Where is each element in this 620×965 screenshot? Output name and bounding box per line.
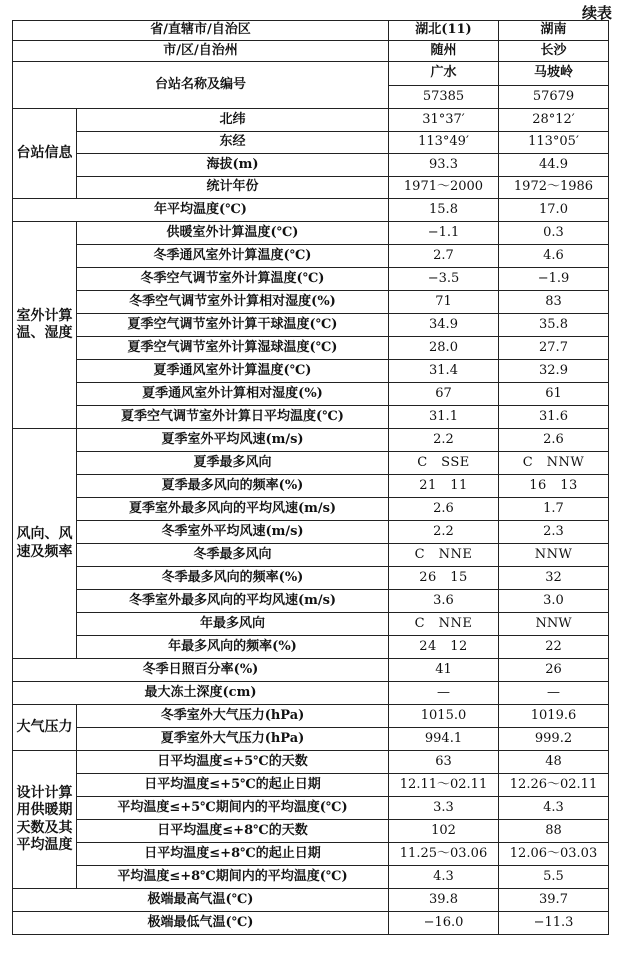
group-station-info: 台站信息 <box>13 109 77 199</box>
city-label: 市/区/自治州 <box>13 41 389 62</box>
row-label: 夏季空气调节室外计算干球温度(℃) <box>77 314 389 337</box>
row-value: −16.0 <box>389 912 499 935</box>
row-label: 夏季最多风向的频率(%) <box>77 475 389 498</box>
row-value: 22 <box>499 636 609 659</box>
row-value: 4.3 <box>389 866 499 889</box>
row-label: 年平均温度(℃) <box>13 199 389 222</box>
row-value: 44.9 <box>499 154 609 177</box>
row-label: 冬季室外最多风向的平均风速(m/s) <box>77 590 389 613</box>
row-value: 2.2 <box>389 429 499 452</box>
row-value: 5.5 <box>499 866 609 889</box>
row-value: 24 12 <box>389 636 499 659</box>
row-value: 32 <box>499 567 609 590</box>
city-cell: 长沙 <box>499 41 609 62</box>
table-row <box>13 245 609 268</box>
row-label: 冬季室外平均风速(m/s) <box>77 521 389 544</box>
table-row <box>13 360 609 383</box>
row-label: 极端最高气温(℃) <box>13 889 389 912</box>
table-row <box>13 383 609 406</box>
row-label: 夏季通风室外计算相对湿度(%) <box>77 383 389 406</box>
city-cell: 随州 <box>389 41 499 62</box>
table-row <box>13 889 609 912</box>
row-value: 12.11～02.11 <box>389 774 499 797</box>
climate-table <box>12 20 609 935</box>
row-label: 夏季最多风向 <box>77 452 389 475</box>
table-row <box>13 132 609 154</box>
row-value: C SSE <box>389 452 499 475</box>
table-row <box>13 590 609 613</box>
row-label: 夏季通风室外计算温度(℃) <box>77 360 389 383</box>
table-row <box>13 774 609 797</box>
row-value: 3.3 <box>389 797 499 820</box>
row-label: 海拔(m) <box>77 154 389 177</box>
group-pressure: 大气压力 <box>13 705 77 751</box>
row-value: — <box>389 682 499 705</box>
row-label: 冬季最多风向 <box>77 544 389 567</box>
table-row <box>13 452 609 475</box>
row-value: 61 <box>499 383 609 406</box>
row-value: 1971～2000 <box>389 177 499 199</box>
row-value: 1019.6 <box>499 705 609 728</box>
row-label: 东经 <box>77 132 389 154</box>
row-label: 供暖室外计算温度(℃) <box>77 222 389 245</box>
row-label: 日平均温度≤+5℃的天数 <box>77 751 389 774</box>
row-value: 31.4 <box>389 360 499 383</box>
table-row <box>13 41 609 62</box>
table-row <box>13 199 609 222</box>
row-value: −1.1 <box>389 222 499 245</box>
row-value: 27.7 <box>499 337 609 360</box>
row-value: 26 15 <box>389 567 499 590</box>
row-value: 3.6 <box>389 590 499 613</box>
row-value: 1015.0 <box>389 705 499 728</box>
table-row <box>13 728 609 751</box>
table-row <box>13 843 609 866</box>
table-row <box>13 797 609 820</box>
row-value: 113°49′ <box>389 132 499 154</box>
row-label: 冬季日照百分率(%) <box>13 659 389 682</box>
row-value: 999.2 <box>499 728 609 751</box>
row-value: 31.6 <box>499 406 609 429</box>
row-value: 2.7 <box>389 245 499 268</box>
row-value: 31.1 <box>389 406 499 429</box>
table-row <box>13 521 609 544</box>
row-value: 31°37′ <box>389 109 499 132</box>
row-value: 17.0 <box>499 199 609 222</box>
continued-label: 续表 <box>581 4 612 22</box>
row-value: 2.6 <box>389 498 499 521</box>
row-label: 冬季通风室外计算温度(℃) <box>77 245 389 268</box>
row-label: 夏季室外最多风向的平均风速(m/s) <box>77 498 389 521</box>
table-row <box>13 337 609 360</box>
row-value: 71 <box>389 291 499 314</box>
table-row <box>13 567 609 590</box>
row-value: 4.3 <box>499 797 609 820</box>
row-value: 102 <box>389 820 499 843</box>
table-row <box>13 613 609 636</box>
row-value: 41 <box>389 659 499 682</box>
table-row <box>13 498 609 521</box>
row-value: 11.25～03.06 <box>389 843 499 866</box>
row-value: −3.5 <box>389 268 499 291</box>
province-cell: 湖北(11) <box>389 21 499 41</box>
row-value: 48 <box>499 751 609 774</box>
group-outdoor-calc: 室外计算温、湿度 <box>13 222 77 429</box>
row-value: 0.3 <box>499 222 609 245</box>
row-value: 113°05′ <box>499 132 609 154</box>
row-value: 12.26～02.11 <box>499 774 609 797</box>
row-value: 15.8 <box>389 199 499 222</box>
row-label: 冬季室外大气压力(hPa) <box>77 705 389 728</box>
row-value: 994.1 <box>389 728 499 751</box>
table-row <box>13 429 609 452</box>
row-value: 93.3 <box>389 154 499 177</box>
table-row <box>13 820 609 843</box>
table-row <box>13 636 609 659</box>
row-label: 夏季室外大气压力(hPa) <box>77 728 389 751</box>
table-row <box>13 21 609 41</box>
row-value: 67 <box>389 383 499 406</box>
row-value: — <box>499 682 609 705</box>
row-label: 年最多风向 <box>77 613 389 636</box>
row-value: 83 <box>499 291 609 314</box>
row-label: 夏季室外平均风速(m/s) <box>77 429 389 452</box>
row-value: NNW <box>499 613 609 636</box>
row-value: 35.8 <box>499 314 609 337</box>
row-value: 28°12′ <box>499 109 609 132</box>
table-row <box>13 406 609 429</box>
table-row <box>13 291 609 314</box>
row-value: 2.3 <box>499 521 609 544</box>
row-value: 28.0 <box>389 337 499 360</box>
row-value: C NNW <box>499 452 609 475</box>
table-row <box>13 866 609 889</box>
table-row <box>13 314 609 337</box>
row-value: 2.2 <box>389 521 499 544</box>
row-label: 日平均温度≤+5℃的起止日期 <box>77 774 389 797</box>
group-heating: 设计计算用供暖期天数及其平均温度 <box>13 751 77 889</box>
row-value: 88 <box>499 820 609 843</box>
row-value: 34.9 <box>389 314 499 337</box>
row-value: C NNE <box>389 544 499 567</box>
row-value: 2.6 <box>499 429 609 452</box>
station-id-cell: 57385 <box>389 86 499 109</box>
row-label: 夏季空气调节室外计算湿球温度(℃) <box>77 337 389 360</box>
row-value: 39.7 <box>499 889 609 912</box>
table-row <box>13 109 609 132</box>
station-label: 台站名称及编号 <box>13 62 389 109</box>
row-value: C NNE <box>389 613 499 636</box>
table-row <box>13 475 609 498</box>
row-label: 统计年份 <box>77 177 389 199</box>
row-label: 极端最低气温(℃) <box>13 912 389 935</box>
row-value: 39.8 <box>389 889 499 912</box>
station-name-cell: 马坡岭 <box>499 62 609 86</box>
table-row <box>13 62 609 86</box>
group-wind: 风向、风速及频率 <box>13 429 77 659</box>
row-value: 16 13 <box>499 475 609 498</box>
row-label: 冬季空气调节室外计算温度(℃) <box>77 268 389 291</box>
table-row <box>13 682 609 705</box>
row-value: 1972～1986 <box>499 177 609 199</box>
row-value: 21 11 <box>389 475 499 498</box>
table-row <box>13 659 609 682</box>
row-value: 1.7 <box>499 498 609 521</box>
row-value: 4.6 <box>499 245 609 268</box>
row-label: 日平均温度≤+8℃的起止日期 <box>77 843 389 866</box>
row-value: −1.9 <box>499 268 609 291</box>
station-name-cell: 广水 <box>389 62 499 86</box>
table-row <box>13 751 609 774</box>
station-id-cell: 57679 <box>499 86 609 109</box>
province-label: 省/直辖市/自治区 <box>13 21 389 41</box>
row-label: 北纬 <box>77 109 389 132</box>
table-row <box>13 154 609 177</box>
row-label: 最大冻土深度(cm) <box>13 682 389 705</box>
row-label: 冬季最多风向的频率(%) <box>77 567 389 590</box>
table-row <box>13 912 609 935</box>
row-label: 平均温度≤+8℃期间内的平均温度(℃) <box>77 866 389 889</box>
row-value: 12.06～03.03 <box>499 843 609 866</box>
row-value: −11.3 <box>499 912 609 935</box>
row-label: 夏季空气调节室外计算日平均温度(℃) <box>77 406 389 429</box>
table-row <box>13 177 609 199</box>
table-row <box>13 705 609 728</box>
table-row <box>13 268 609 291</box>
row-value: 32.9 <box>499 360 609 383</box>
row-value: 63 <box>389 751 499 774</box>
row-label: 日平均温度≤+8℃的天数 <box>77 820 389 843</box>
row-value: NNW <box>499 544 609 567</box>
row-label: 平均温度≤+5℃期间内的平均温度(℃) <box>77 797 389 820</box>
row-value: 3.0 <box>499 590 609 613</box>
row-value: 26 <box>499 659 609 682</box>
table-row <box>13 544 609 567</box>
province-cell: 湖南 <box>499 21 609 41</box>
row-label: 冬季空气调节室外计算相对湿度(%) <box>77 291 389 314</box>
row-label: 年最多风向的频率(%) <box>77 636 389 659</box>
table-row <box>13 222 609 245</box>
